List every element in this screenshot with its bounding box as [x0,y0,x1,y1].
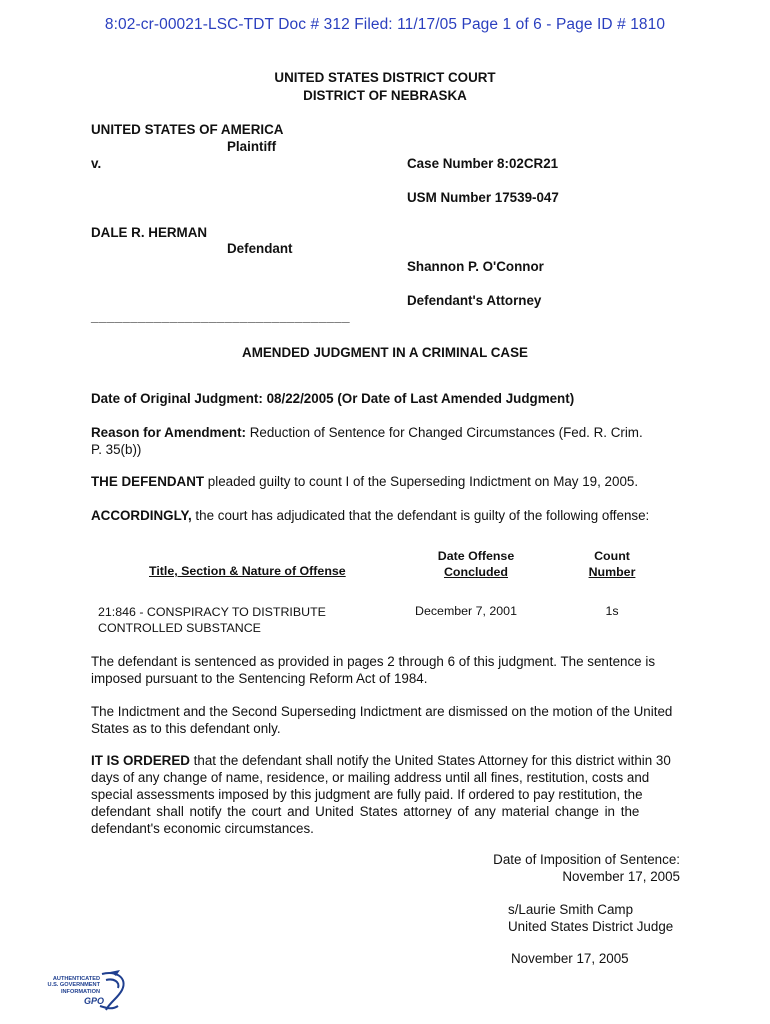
reason-label: Reason for Amendment: [91,425,246,440]
attorney-name: Shannon P. O'Connor [407,259,544,274]
usm-number: USM Number 17539-047 [407,190,559,205]
plea-label: THE DEFENDANT [91,474,205,489]
accordingly-label: ACCORDINGLY, [91,508,192,523]
defendant-plea [91,474,638,489]
gpo-logo-text: AUTHENTICATED U.S. GOVERNMENT INFORMATION [47,976,100,995]
judgment-title: AMENDED JUDGMENT IN A CRIMINAL CASE [242,345,528,360]
signature-date: November 17, 2005 [511,951,629,966]
caption-rule: _________________________________ [91,309,350,324]
col-header-date-line2: Concluded [443,565,509,579]
gpo-mark: GPO [84,996,105,1006]
col-header-date-line1: Date Offense [437,549,515,563]
reason-text: Reduction of Sentence for Changed Circumstances (Fed. R. Crim. [246,425,643,440]
defendant-label: Defendant [227,241,293,256]
versus: v. [91,156,102,171]
reason-for-amendment [91,424,691,458]
order-paragraph: IT IS ORDERED that the defendant shall notify the United States Attorney for this district within 30 days of any change of name, residence, or mailing address until all fines, restitution, costs and special assessments imposed by this judgment are fully paid. If ordered to pay restitution, the defendant shall notify the court and United States attorney of any material change in the defendant's economic circumstances. [91,753,671,836]
plea-text: pleaded guilty to count I of the Superseding Indictment on May 19, 2005. [204,474,639,489]
imposition-date: November 17, 2005 [562,869,680,884]
sentence-paragraph: The defendant is sentenced as provided in pages 2 through 6 of this judgment. The sentence is imposed pursuant to the Sentencing Reform Act of 1984. [91,654,656,686]
defendant-name: DALE R. HERMAN [91,225,208,240]
col-header-offense: Title, Section & Nature of Offense [149,564,346,578]
order-label: IT IS ORDERED [91,753,190,768]
plaintiff-name: UNITED STATES OF AMERICA [91,122,284,137]
dismissal-paragraph: The Indictment and the Second Superseding Indictment are dismissed on the motion of the United States as to this defendant only. [91,704,673,736]
offense-date: December 7, 2001 [415,604,517,618]
original-judgment-date: Date of Original Judgment: 08/22/2005 (Or Date of Last Amended Judgment) [91,391,575,406]
plaintiff-label: Plaintiff [227,139,277,154]
col-header-date [416,548,536,580]
col-header-count-line2: Number [588,565,636,579]
offense-line2: CONTROLLED SUBSTANCE [98,621,261,635]
filing-stamp-header: 8:02-cr-00021-LSC-TDT Doc # 312 Filed: 11/17/05 Page 1 of 6 - Page ID # 1810 [104,16,666,33]
attorney-label: Defendant's Attorney [407,293,542,308]
accordingly-text: the court has adjudicated that the defendant is guilty of the following offense: [191,508,650,523]
col-header-count [572,548,652,580]
case-number: Case Number 8:02CR21 [407,156,559,171]
offense-count: 1s [605,604,619,618]
judge-name: s/Laurie Smith Camp [508,902,634,917]
court-name: UNITED STATES DISTRICT COURT [274,70,496,85]
imposition-label: Date of Imposition of Sentence: [493,852,680,867]
offense-description [98,604,326,636]
offense-line1: 21:846 - CONSPIRACY TO DISTRIBUTE [98,605,326,619]
col-header-count-line1: Count [594,549,630,563]
judge-signature [508,901,673,935]
accordingly-statement [91,508,649,523]
reason-text-cont: P. 35(b)) [91,442,142,457]
court-district: DISTRICT OF NEBRASKA [303,88,467,103]
gpo-authentication-logo [40,968,132,1016]
imposition-block [493,851,680,885]
judge-title: United States District Judge [508,919,674,934]
